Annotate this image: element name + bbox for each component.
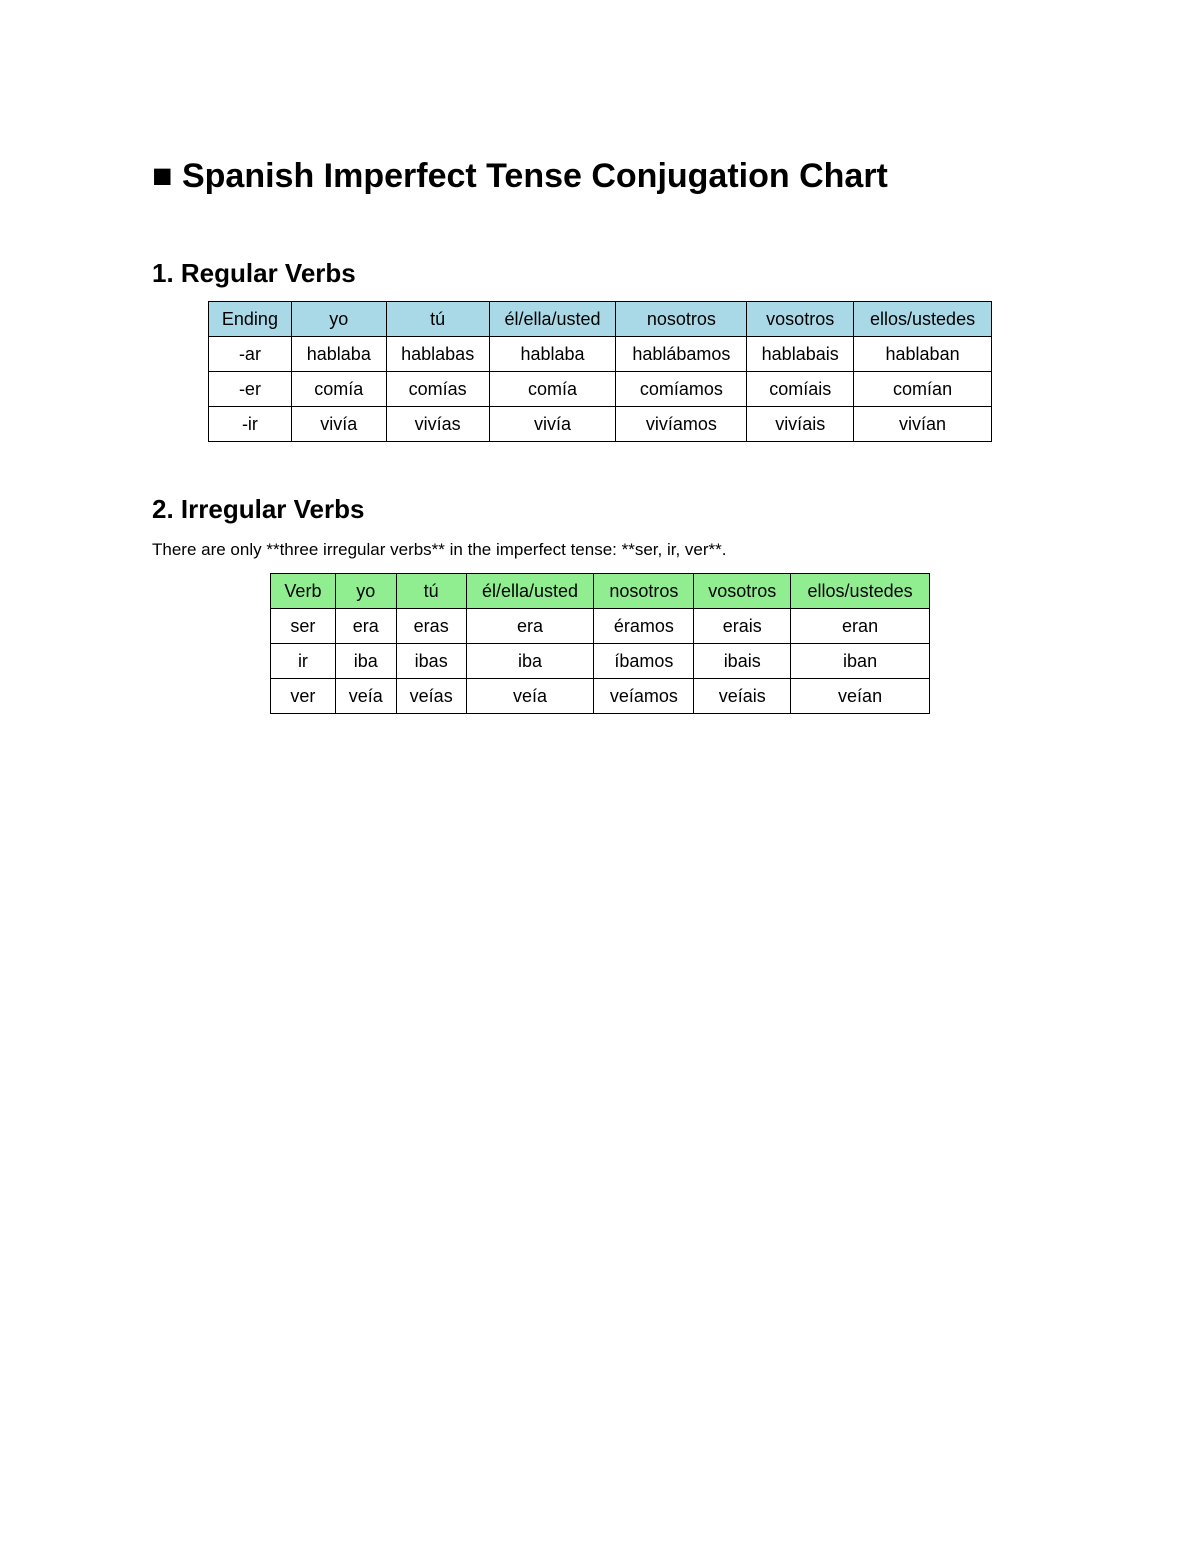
table-cell: íbamos — [594, 644, 694, 679]
table-cell: veían — [791, 679, 930, 714]
table-row — [271, 679, 930, 714]
table-cell: vivías — [386, 407, 489, 442]
table-row — [209, 372, 992, 407]
column-header: nosotros — [594, 574, 694, 609]
table-cell: eras — [396, 609, 466, 644]
table-cell: ir — [271, 644, 336, 679]
table-cell: éramos — [594, 609, 694, 644]
table-cell: era — [466, 609, 594, 644]
table-cell: veía — [335, 679, 396, 714]
table-cell: vivíamos — [616, 407, 747, 442]
column-header: nosotros — [616, 302, 747, 337]
table-cell: iban — [791, 644, 930, 679]
column-header: Ending — [209, 302, 292, 337]
table-cell: hablabas — [386, 337, 489, 372]
column-header: él/ella/usted — [466, 574, 594, 609]
table-cell: era — [335, 609, 396, 644]
column-header: vosotros — [694, 574, 791, 609]
table-cell: hablábamos — [616, 337, 747, 372]
page-title: ■ Spanish Imperfect Tense Conjugation Chart — [152, 157, 888, 195]
table-cell: comíais — [747, 372, 854, 407]
column-header: ellos/ustedes — [791, 574, 930, 609]
irregular-verbs-table — [270, 573, 930, 714]
table-cell: -ar — [209, 337, 292, 372]
table-cell: veíais — [694, 679, 791, 714]
table-header-row — [271, 574, 930, 609]
column-header: tú — [386, 302, 489, 337]
table-cell: ver — [271, 679, 336, 714]
table-cell: vivían — [854, 407, 992, 442]
irregular-verbs-note: There are only **three irregular verbs** in the imperfect tense: **ser, ir, ver**. — [152, 540, 727, 559]
table-cell: -ir — [209, 407, 292, 442]
column-header: Verb — [271, 574, 336, 609]
column-header: vosotros — [747, 302, 854, 337]
table-cell: comíamos — [616, 372, 747, 407]
table-cell: comían — [854, 372, 992, 407]
regular-verbs-table — [208, 301, 992, 442]
table-header-row — [209, 302, 992, 337]
table-cell: vivíais — [747, 407, 854, 442]
table-row — [209, 407, 992, 442]
table-row — [271, 609, 930, 644]
table-cell: veía — [466, 679, 594, 714]
table-cell: comía — [291, 372, 386, 407]
section-heading-regular-verbs: 1. Regular Verbs — [152, 258, 356, 288]
table-cell: hablabais — [747, 337, 854, 372]
table-cell: ser — [271, 609, 336, 644]
table-cell: hablaba — [291, 337, 386, 372]
table-cell: erais — [694, 609, 791, 644]
table-cell: hablaba — [489, 337, 616, 372]
table-cell: veíamos — [594, 679, 694, 714]
table-cell: eran — [791, 609, 930, 644]
table-cell: iba — [466, 644, 594, 679]
table-cell: comía — [489, 372, 616, 407]
table-cell: veías — [396, 679, 466, 714]
table-cell: iba — [335, 644, 396, 679]
table-cell: vivía — [291, 407, 386, 442]
table-row — [271, 644, 930, 679]
table-row — [209, 337, 992, 372]
column-header: ellos/ustedes — [854, 302, 992, 337]
table-cell: -er — [209, 372, 292, 407]
table-cell: comías — [386, 372, 489, 407]
section-heading-irregular-verbs: 2. Irregular Verbs — [152, 494, 365, 524]
column-header: yo — [291, 302, 386, 337]
column-header: tú — [396, 574, 466, 609]
table-cell: hablaban — [854, 337, 992, 372]
table-cell: ibais — [694, 644, 791, 679]
table-cell: ibas — [396, 644, 466, 679]
column-header: él/ella/usted — [489, 302, 616, 337]
column-header: yo — [335, 574, 396, 609]
table-cell: vivía — [489, 407, 616, 442]
